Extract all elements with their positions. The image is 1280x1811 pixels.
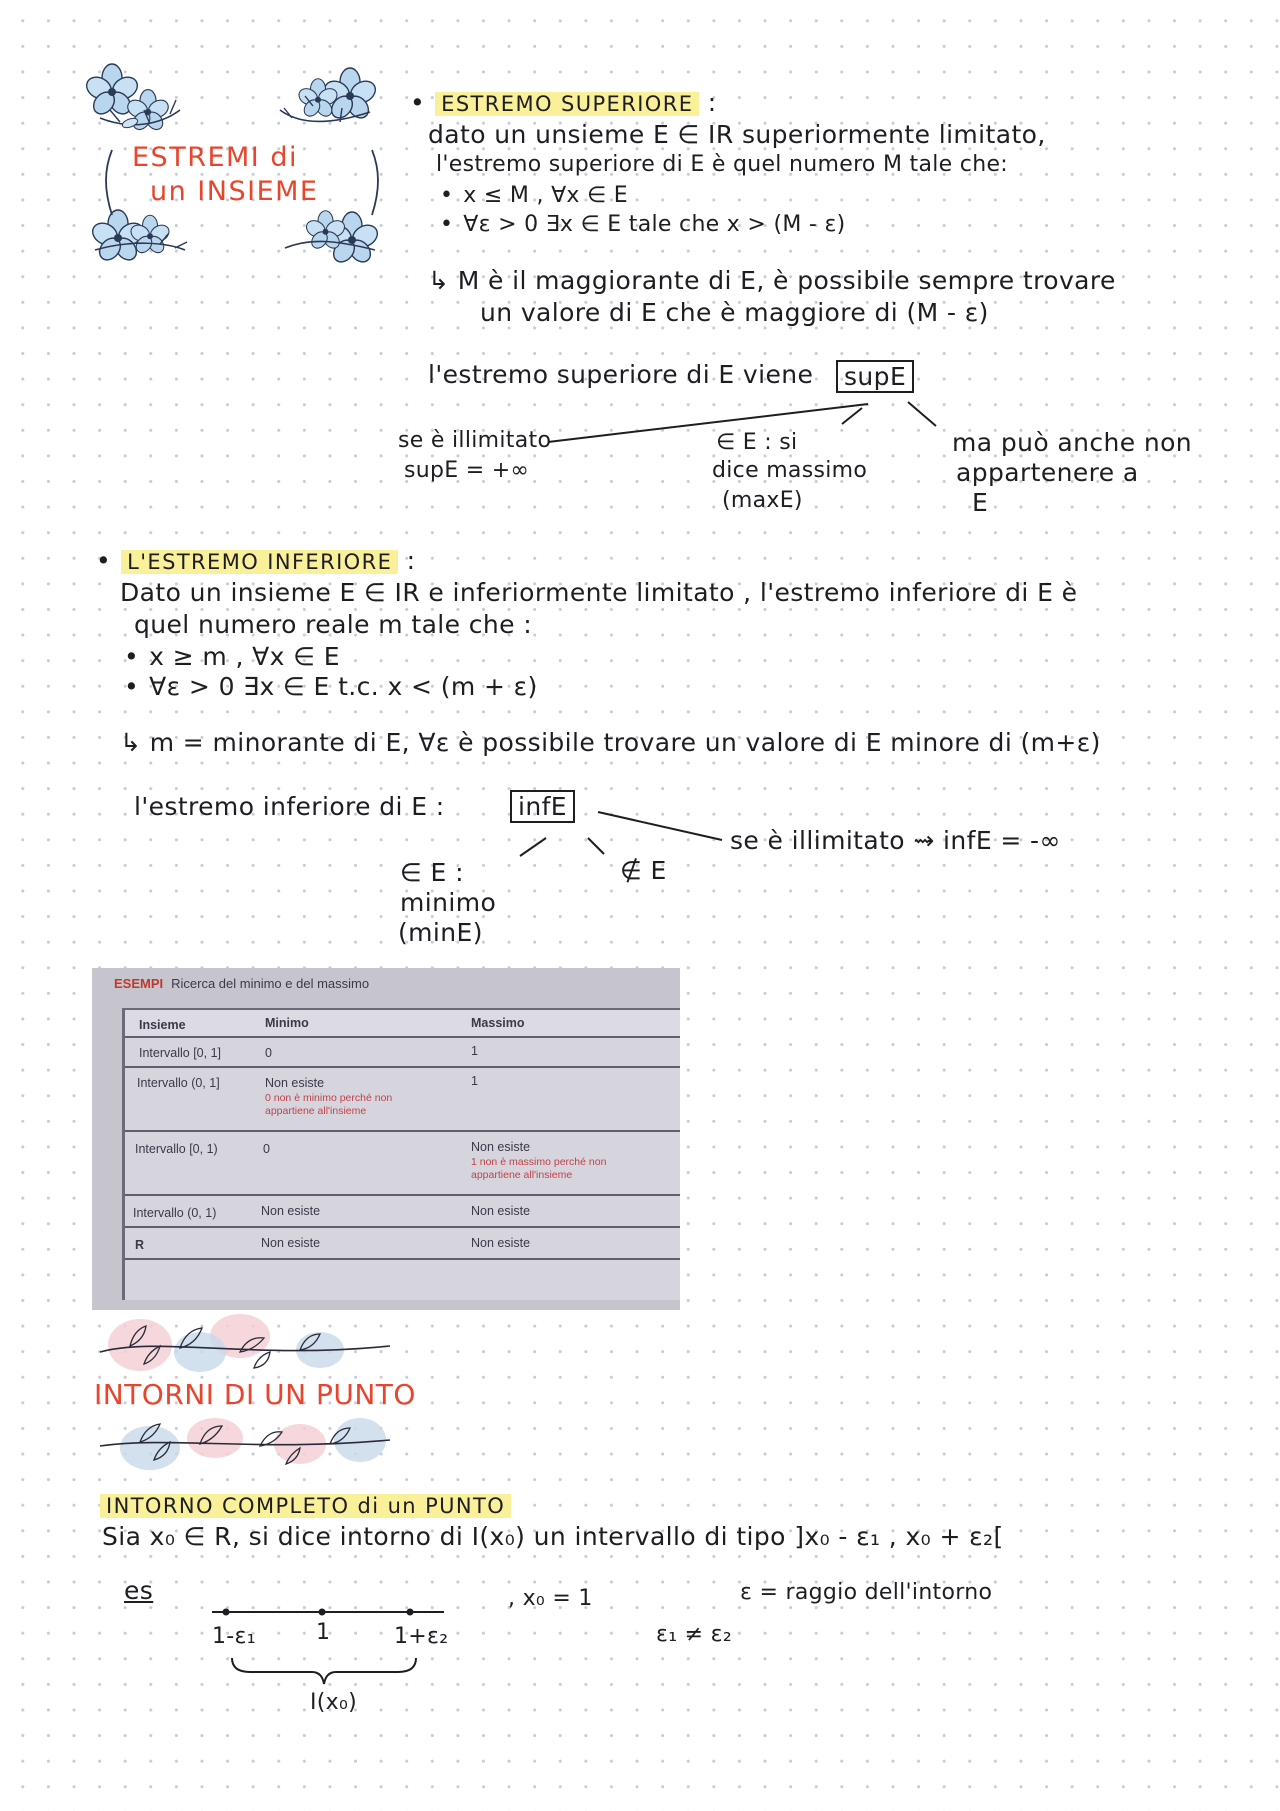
photo-title: ESEMPI Ricerca del minimo e del massimo (114, 976, 370, 991)
intorni-line1: Sia x₀ ∈ R, si dice intorno di I(x₀) un intervallo di tipo ]x₀ - ε₁ , x₀ + ε₂[ (102, 1522, 1004, 1551)
number-line-tick-mid: 1 (316, 1620, 331, 1645)
inf-heading: • L'ESTREMO INFERIORE : (96, 546, 415, 575)
inf-line2: quel numero reale m tale che : (134, 610, 533, 639)
number-line-brace-label: I(x₀) (310, 1690, 357, 1715)
intorni-radius: ε = raggio dell'intorno (740, 1580, 993, 1605)
table-row: Intervallo (0, 1) Non esiste Non esiste (125, 1196, 680, 1228)
inf-note: ↳ m = minorante di E, ∀ε è possibile trovare un valore di E minore di (m+ε) (120, 728, 1101, 757)
sup-branch-right-1: ma può anche non (952, 428, 1193, 457)
intorni-eps: ε₁ ≠ ε₂ (656, 1622, 732, 1647)
textbook-photo (92, 968, 680, 1310)
intorni-x0: , x₀ = 1 (508, 1586, 593, 1611)
number-line-tick-right: 1+ε₂ (394, 1624, 449, 1649)
branch-decoration-top-icon (100, 1314, 390, 1372)
section-title-line2: un INSIEME (150, 176, 319, 207)
inf-branch-right: se è illimitato ⇝ infE = -∞ (730, 826, 1061, 855)
number-line-tick-left: 1-ε₁ (212, 1624, 256, 1649)
flower-bottomright-icon (285, 211, 381, 266)
inf-bullet1: • x ≥ m , ∀x ∈ E (124, 642, 340, 671)
arrow-return-icon: ↳ (428, 266, 458, 295)
sup-line2: l'estremo superiore di E è quel numero M tale che: (436, 152, 1008, 177)
intorni-title: INTORNI DI UN PUNTO (94, 1378, 416, 1411)
inf-bullet2: • ∀ε > 0 ∃x ∈ E t.c. x < (m + ε) (124, 672, 538, 701)
sup-branch-mid-3: (maxE) (722, 488, 803, 513)
arrow-return-icon: ↳ (120, 728, 150, 757)
sup-box: supE (836, 360, 914, 393)
sup-line1: dato un unsieme E ∈ IR superiormente limitato, (428, 120, 1046, 149)
inf-named: l'estremo inferiore di E : (134, 792, 445, 821)
table-row: Intervallo (0, 1] Non esiste 0 non è minimo perché non appartiene all'insieme 1 (125, 1068, 680, 1132)
sup-branch-mid-2: dice massimo (712, 458, 868, 483)
branch-decoration-bottom-icon (100, 1418, 390, 1470)
sup-branch-mid-1: ∈ E : si (716, 430, 798, 455)
sup-branch-right-2: appartenere a (956, 458, 1139, 487)
photo-table (122, 1008, 680, 1300)
sup-note2: un valore di E che è maggiore di (M - ε) (480, 298, 989, 327)
sup-bullet1: • x ≤ M , ∀x ∈ E (440, 183, 628, 208)
flower-topright-icon (280, 68, 379, 122)
table-row: Intervallo [0, 1] 0 1 (125, 1038, 680, 1068)
intorni-heading: INTORNO COMPLETO di un PUNTO (100, 1490, 511, 1519)
sup-branch-left-1: se è illimitato (398, 428, 552, 453)
sup-heading: • ESTREMO SUPERIORE : (410, 88, 717, 117)
section-title-line1: ESTREMI di (132, 142, 298, 173)
inf-branch-notin: ∉ E (620, 856, 667, 885)
table-header-row: Insieme Minimo Massimo (125, 1010, 680, 1038)
sup-note1: ↳ M è il maggiorante di E, è possibile sempre trovare (428, 266, 1116, 295)
table-row: R Non esiste Non esiste (125, 1228, 680, 1260)
sup-branch-left-2: supE = +∞ (404, 458, 530, 483)
inf-branch-in-3: (minE) (398, 918, 483, 947)
inf-branch-in-2: minimo (400, 888, 497, 917)
inf-line1: Dato un insieme E ∈ IR e inferiormente limitato , l'estremo inferiore di E è (120, 578, 1078, 607)
inf-branch-in-1: ∈ E : (400, 858, 464, 887)
table-row: Intervallo [0, 1) 0 Non esiste 1 non è massimo perché non appartiene all'insieme (125, 1132, 680, 1196)
intorni-es: es (124, 1576, 154, 1605)
flower-bottomleft-icon (89, 210, 187, 264)
sup-branch-right-3: E (972, 488, 989, 517)
inf-box: infE (510, 790, 575, 823)
sup-named: l'estremo superiore di E viene (428, 360, 814, 389)
flower-topleft-icon (83, 64, 180, 133)
sup-bullet2: • ∀ε > 0 ∃x ∈ E tale che x > (M - ε) (440, 212, 846, 237)
